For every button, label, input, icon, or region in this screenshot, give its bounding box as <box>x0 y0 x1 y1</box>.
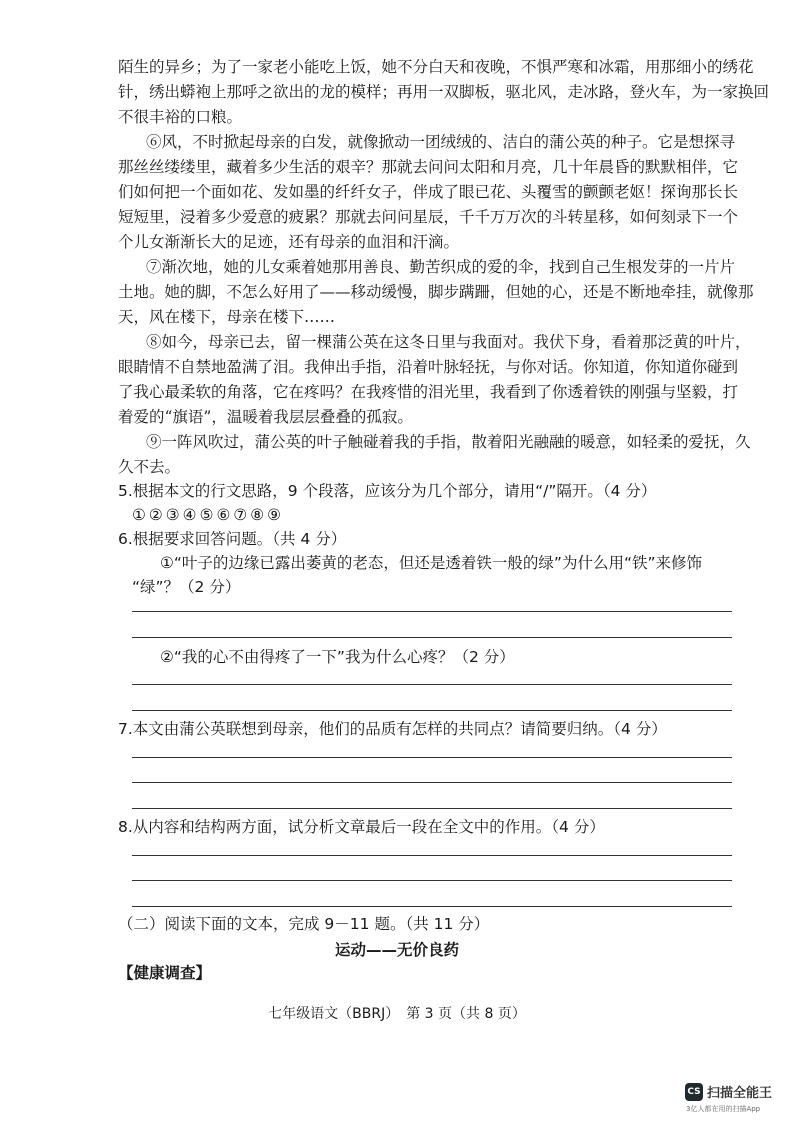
paragraph-7-line: 天，风在楼下，母亲在楼下…… <box>118 308 336 326</box>
paragraph-8-line: 着爱的“旗语”，温暖着我层层叠叠的孤寂。 <box>118 408 413 426</box>
article-title: 运动——无价良药 <box>334 941 459 959</box>
answer-line[interactable] <box>132 637 732 638</box>
answer-line[interactable] <box>132 710 732 711</box>
paragraph-7-line: 土地。她的脚，不怎么好用了——移动缓慢，脚步蹒跚，但她的心，还是不断地牵挂，就像那 <box>118 283 754 301</box>
paragraph-8-line: 眼睛情不自禁地盈满了泪。我伸出手指，沿着叶脉轻抚，与你对话。你知道，你知道你碰到 <box>118 358 739 376</box>
answer-line[interactable] <box>132 855 732 856</box>
question-7: 7.本文由蒲公英联想到母亲，他们的品质有怎样的共同点？请简要归纳。（4 分） <box>118 720 667 738</box>
passage-line: 陌生的异乡；为了一家老小能吃上饭，她不分白天和夜晚，不惧严寒和冰霜，用那细小的绣花 <box>118 58 754 76</box>
camscanner-logo-icon: CS <box>685 1083 703 1101</box>
paragraph-6-line: 个儿女渐渐长大的足迹，还有母亲的血泪和汗滴。 <box>118 233 460 251</box>
page-footer: 七年级语文（BBRJ） 第 3 页（共 8 页） <box>268 1006 526 1022</box>
question-8: 8.从内容和结构两方面，试分析文章最后一段在全文中的作用。（4 分） <box>118 818 605 836</box>
passage-line: 针，绣出蟒袍上那呼之欲出的龙的模样；再用一双脚板，驱北风，走冰路，登火车，为一家换回 <box>118 83 770 101</box>
question-5: 5.根据本文的行文思路，9 个段落，应该分为几个部分，请用“/”隔开。（4 分） <box>118 482 657 500</box>
paragraph-6-line: 们如何把一个面如花、发如墨的纤纤女子，伴成了眼已花、头覆雪的颤颤老妪！探询那长长 <box>118 183 739 201</box>
paragraph-9-line: ⑨一阵风吹过，蒲公英的叶子触碰着我的手指，散着阳光融融的暖意，如轻柔的爱抚，久 <box>146 433 751 451</box>
paragraph-9-line: 久不去。 <box>118 458 181 476</box>
answer-line[interactable] <box>132 611 732 612</box>
answer-line[interactable] <box>132 757 732 758</box>
paragraph-7-line: ⑦渐次地，她的儿女乘着她那用善良、勤苦织成的爱的伞，找到自己生根发芽的一片片 <box>146 258 736 276</box>
subsection-label: 【健康调查】 <box>118 964 212 982</box>
paragraph-8-line: 了我心最柔软的角落，它在疼吗？在我疼惜的泪光里，我看到了你透着铁的刚强与坚毅，打 <box>118 383 739 401</box>
answer-line[interactable] <box>132 782 732 783</box>
question-6: 6.根据要求回答问题。（共 4 分） <box>118 530 347 548</box>
answer-line[interactable] <box>132 906 732 907</box>
paragraph-6-line: ⑥风，不时掀起母亲的白发，就像掀动一团绒绒的、洁白的蒲公英的种子。它是想探寻 <box>146 133 736 151</box>
question-6-1: ①“叶子的边缘已露出萎黄的老态，但还是透着铁一般的绿”为什么用“铁”来修饰 <box>160 554 703 572</box>
paragraph-6-line: 短短里，浸着多少爱意的疲累？那就去问问星辰，千千万万次的斗转星移，如何刻录下一个 <box>118 208 739 226</box>
watermark-tagline: 3亿人都在用的扫描App <box>686 1105 761 1113</box>
paragraph-6-line: 那丝丝缕缕里，藏着多少生活的艰辛？那就去问问太阳和月亮，几十年晨昏的默默相伴，它 <box>118 158 739 176</box>
section-2-heading: （二）阅读下面的文本，完成 9－11 题。（共 11 分） <box>118 915 490 933</box>
paragraph-8-line: ⑧如今，母亲已去，留一棵蒲公英在这冬日里与我面对。我伏下身，看着那泛黄的叶片， <box>146 333 751 351</box>
question-6-1-cont: “绿”？（2 分） <box>132 578 241 596</box>
watermark-name: 扫描全能王 <box>707 1086 773 1101</box>
answer-line[interactable] <box>132 880 732 881</box>
passage-line: 不很丰裕的口粮。 <box>118 108 243 126</box>
answer-line[interactable] <box>132 808 732 809</box>
paragraph-numbers: ①②③④⑤⑥⑦⑧⑨ <box>132 506 285 524</box>
answer-line[interactable] <box>132 684 732 685</box>
question-6-2: ②“我的心不由得疼了一下”我为什么心疼？（2 分） <box>160 648 515 666</box>
